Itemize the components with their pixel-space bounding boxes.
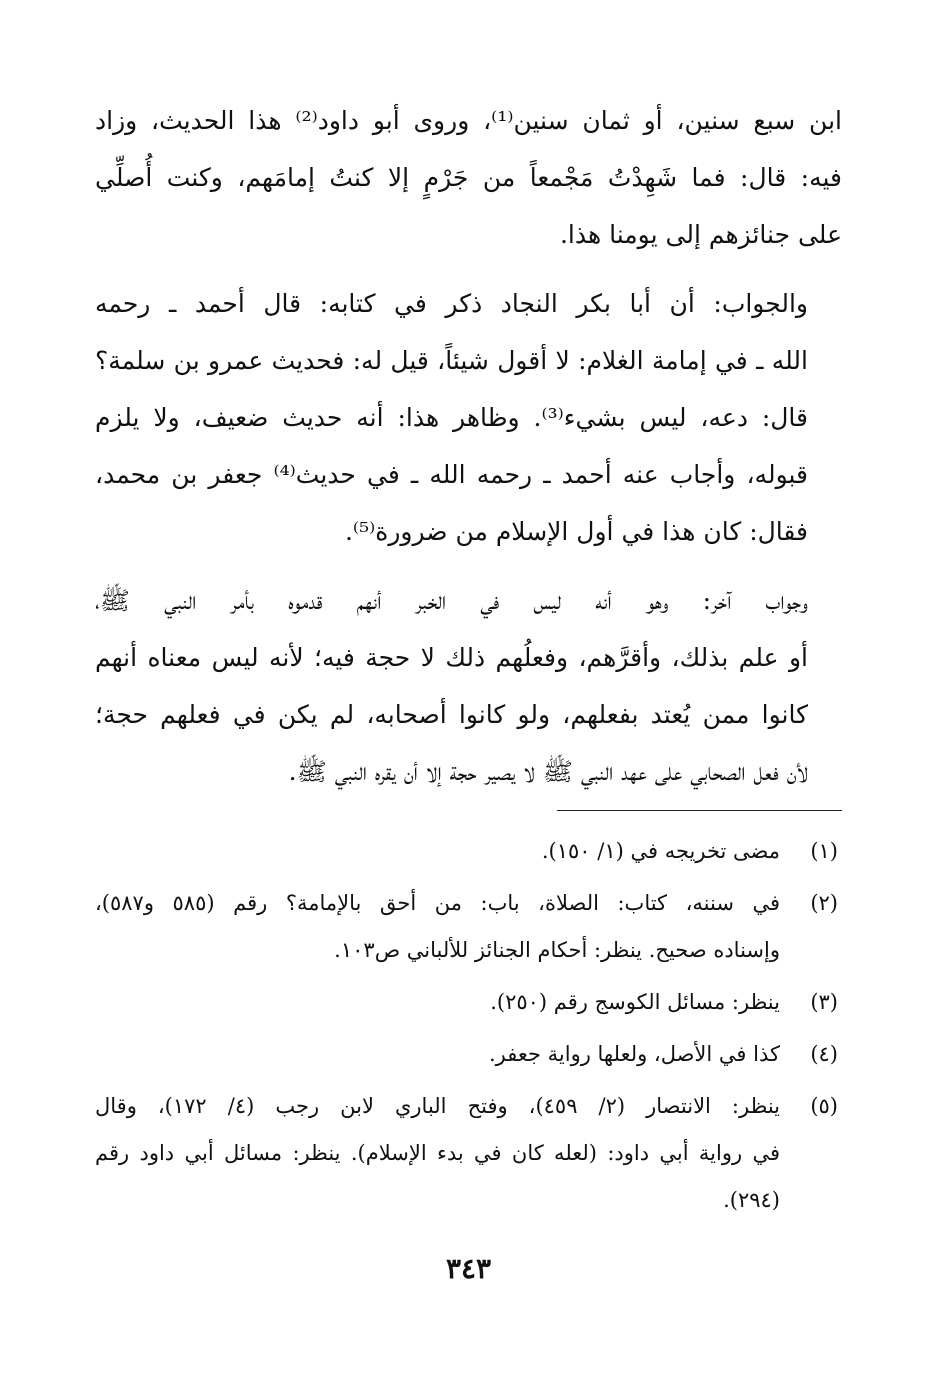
footnote-line: ينظر: الانتصار (٢/ ٤٥٩)، وفتح الباري لابن رجب (٤/ ١٧٢)، وقال — [95, 1094, 780, 1118]
paragraph-2 — [95, 275, 842, 560]
text-line: كانوا ممن يُعتد بفعلهم، ولو كانوا أصحابه، لم يكن في فعلهم حجة؛ — [95, 700, 808, 729]
text-line: على جنائزهم إلى يومنا هذا. — [559, 220, 842, 249]
footnote-5 — [95, 1083, 842, 1224]
footnote-line: في رواية أبي داود: (لعله كان في بدء الإسلام). ينظر: مسائل أبي داود رقم — [95, 1141, 780, 1165]
footnote-number: (٢) — [810, 891, 838, 915]
footnote-body — [95, 979, 780, 1026]
text-line: وجواب آخر: وهو أنه ليس في الخبر أنهم قدموه بأمر النبي ﷺ، — [95, 586, 808, 615]
footnote-body — [95, 1031, 780, 1078]
footnote-line: ينظر: مسائل الكوسج رقم (٢٥٠). — [490, 990, 780, 1014]
text-line: قبوله، وأجاب عنه أحمد ـ رحمه الله ـ في حديث⁽⁴⁾ جعفر بن محمد، — [95, 460, 808, 489]
footnote-1 — [95, 828, 842, 875]
footnote-divider — [557, 810, 842, 811]
text-line: أو علم بذلك، وأقرَّهم، وفعلُهم ذلك لا حجة فيه؛ لأنه ليس معناه أنهم — [95, 643, 808, 672]
text-line: فيه: قال: فما شَهِدْتُ مَجْمعاً من جَرْمٍ إلا كنتُ إمامَهم، وكنت أُصلِّي — [95, 163, 842, 192]
footnote-number: (٣) — [810, 990, 838, 1014]
footnote-line: في سننه، كتاب: الصلاة، باب: من أحق بالإمامة؟ رقم (٥٨٥ و٥٨٧)، — [95, 891, 781, 915]
text-line: الله ـ في إمامة الغلام: لا أقول شيئاً، قيل له: فحديث عمرو بن سلمة؟ — [95, 346, 808, 375]
footnote-number: (٥) — [810, 1094, 838, 1118]
footnote-line: وإسناده صحيح. ينظر: أحكام الجنائز للألباني ص١٠٣. — [334, 938, 780, 962]
text-line: فقال: كان هذا في أول الإسلام من ضرورة⁽⁵⁾. — [344, 517, 808, 546]
footnote-2 — [95, 880, 842, 974]
text-line: والجواب: أن أبا بكر النجاد ذكر في كتابه: قال أحمد ـ رحمه — [95, 289, 808, 318]
footnote-3 — [95, 979, 842, 1026]
text-line: لأن فعل الصحابي على عهد النبي ﷺ لا يصير حجة إلا أن يقره النبي ﷺ. — [288, 757, 808, 786]
footnotes-list — [95, 828, 842, 1229]
footnote-body — [95, 1083, 780, 1224]
footnote-line: كذا في الأصل، ولعلها رواية جعفر. — [488, 1042, 780, 1066]
footnote-4 — [95, 1031, 842, 1078]
footnote-number: (١) — [810, 839, 838, 863]
footnote-line: (٢٩٤). — [723, 1188, 780, 1212]
text-line: قال: دعه، ليس بشيء⁽³⁾. وظاهر هذا: أنه حديث ضعيف، ولا يلزم — [95, 403, 809, 432]
footnote-body — [95, 828, 780, 875]
footnote-body — [95, 880, 780, 974]
main-text — [95, 92, 842, 812]
text-line: ابن سبع سنين، أو ثمان سنين⁽¹⁾، وروى أبو داود⁽²⁾ هذا الحديث، وزاد — [95, 106, 842, 135]
paragraph-1 — [95, 92, 842, 263]
footnote-number: (٤) — [810, 1042, 838, 1066]
footnote-line: مضى تخريجه في (١/ ١٥٠). — [541, 839, 780, 863]
paragraph-3 — [95, 572, 842, 800]
page-number: ٣٤٣ — [445, 1252, 492, 1285]
